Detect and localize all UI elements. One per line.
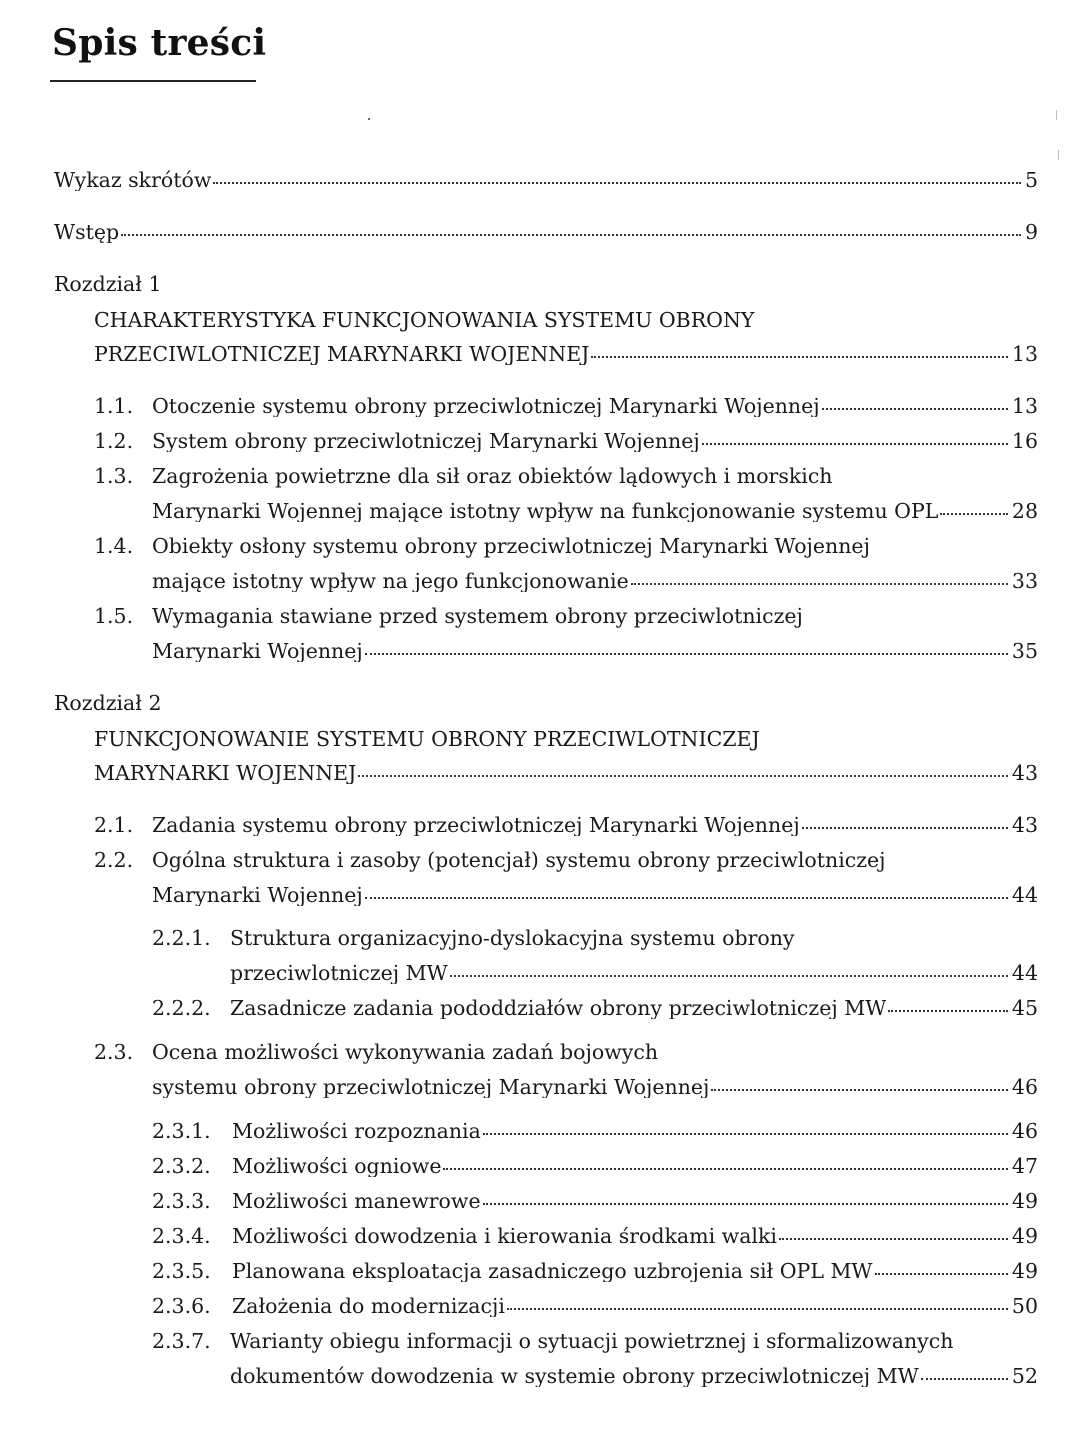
toc-entry-text: Możliwości ogniowe: [232, 1156, 442, 1177]
section-number: 2.3.: [94, 1040, 134, 1064]
section-number: 2.1.: [94, 813, 134, 837]
toc-entry-text: Możliwości manewrowe: [232, 1191, 481, 1212]
toc-entry-text-line: dokumentów dowodzenia w systemie obrony przeciwlotniczej MW: [230, 1366, 919, 1387]
leader-dots: [711, 1089, 1008, 1091]
toc-entry-text-line: Marynarki Wojennej: [152, 885, 363, 906]
toc-page-number: 49: [1011, 1224, 1038, 1248]
toc-page-number: 44: [1011, 883, 1038, 907]
chapter-title-line: PRZECIWLOTNICZEJ MARYNARKI WOJENNEJ: [94, 344, 590, 365]
leader-dots: [631, 583, 1008, 585]
toc-entry-text-line: mające istotny wpływ na jego funkcjonowanie: [152, 571, 629, 592]
toc-entry-text-line: Ogólna struktura i zasoby (potencjał) systemu obrony przeciwlotniczej: [152, 848, 886, 872]
section-number: 2.2.: [94, 848, 134, 872]
toc-entry-text-line: Warianty obiegu informacji o sytuacji powietrznej i sformalizowanych: [230, 1329, 954, 1353]
chapter-title-line: MARYNARKI WOJENNEJ: [94, 763, 357, 784]
chapter-title-line: FUNKCJONOWANIE SYSTEMU OBRONY PRZECIWLOTNICZEJ: [94, 727, 760, 751]
page-title: Spis treści: [52, 22, 267, 64]
toc-entry-text: Wstęp: [54, 222, 120, 243]
toc-entry-2-1[interactable]: [94, 815, 1038, 836]
toc-entry-2-3[interactable]: [152, 1077, 1038, 1098]
section-number: 1.1.: [94, 394, 134, 418]
leader-dots: [365, 653, 1008, 655]
toc-page-number: 28: [1011, 499, 1038, 523]
toc-entry-1-4[interactable]: [152, 571, 1038, 592]
toc-page-number: 45: [1011, 996, 1038, 1020]
toc-entry-1-3[interactable]: [152, 501, 1038, 522]
leader-dots: [591, 356, 1008, 358]
section-number: 1.4.: [94, 534, 134, 558]
toc-entry-1-2[interactable]: [94, 431, 1038, 452]
leader-dots: [358, 775, 1008, 777]
toc-entry-chapter-2[interactable]: [94, 763, 1038, 784]
toc-page-number: 49: [1011, 1259, 1038, 1283]
toc-entry-text: Założenia do modernizacji: [232, 1296, 505, 1317]
section-number: 2.3.3.: [152, 1189, 211, 1213]
toc-entry-1-1[interactable]: [94, 396, 1038, 417]
section-number: 2.3.6.: [152, 1294, 211, 1318]
leader-dots: [483, 1133, 1008, 1135]
section-number: 2.2.2.: [152, 996, 211, 1020]
leader-dots: [888, 1010, 1008, 1012]
leader-dots: [875, 1273, 1008, 1275]
toc-page-number: 13: [1011, 342, 1038, 366]
toc-page-number: 5: [1024, 168, 1038, 192]
toc-entry-text-line: Zagrożenia powietrzne dla sił oraz obiektów lądowych i morskich: [152, 464, 833, 488]
toc-page-number: 52: [1011, 1364, 1038, 1388]
toc-entry-text: Wykaz skrótów: [54, 170, 212, 191]
toc-entry-text: Możliwości rozpoznania: [232, 1121, 481, 1142]
leader-dots: [779, 1238, 1008, 1240]
chapter-label: Rozdział 2: [54, 691, 162, 715]
toc-page-number: 13: [1011, 394, 1038, 418]
toc-page-number: 44: [1011, 961, 1038, 985]
section-number: 2.3.5.: [152, 1259, 211, 1283]
toc-page-number: 43: [1011, 813, 1038, 837]
toc-entry-chapter-1[interactable]: [94, 344, 1038, 365]
toc-entry-text: Zasadnicze zadania pododdziałów obrony przeciwlotniczej MW: [230, 998, 887, 1019]
toc-entry-2-3-2[interactable]: [152, 1156, 1038, 1177]
toc-page-number: 49: [1011, 1189, 1038, 1213]
leader-dots: [921, 1378, 1008, 1380]
chapter-label: Rozdział 1: [54, 272, 162, 296]
toc-page-number: 35: [1011, 639, 1038, 663]
toc-entry-text-line: Struktura organizacyjno-dyslokacyjna systemu obrony: [230, 926, 795, 950]
section-number: 1.2.: [94, 429, 134, 453]
leader-dots: [483, 1203, 1008, 1205]
toc-page-number: 50: [1011, 1294, 1038, 1318]
section-number: 2.3.1.: [152, 1119, 211, 1143]
toc-entry-wykaz[interactable]: [54, 170, 1038, 191]
section-number: 2.3.7.: [152, 1329, 211, 1353]
toc-entry-text-line: systemu obrony przeciwlotniczej Marynarki Wojennej: [152, 1077, 710, 1098]
leader-dots: [940, 513, 1008, 515]
toc-entry-text-line: Ocena możliwości wykonywania zadań bojowych: [152, 1040, 659, 1064]
toc-entry-text-line: Obiekty osłony systemu obrony przeciwlotniczej Marynarki Wojennej: [152, 534, 870, 558]
toc-entry-text: Zadania systemu obrony przeciwlotniczej Marynarki Wojennej: [152, 815, 800, 836]
toc-entry-2-3-5[interactable]: [152, 1261, 1038, 1282]
toc-entry-text-line: Marynarki Wojennej mające istotny wpływ na funkcjonowanie systemu OPL: [152, 501, 939, 522]
leader-dots: [450, 975, 1008, 977]
toc-entry-2-3-4[interactable]: [152, 1226, 1038, 1247]
toc-entry-text: System obrony przeciwlotniczej Marynarki Wojennej: [152, 431, 700, 452]
toc-page-number: 16: [1011, 429, 1038, 453]
section-number: 2.3.4.: [152, 1224, 211, 1248]
toc-page-number: 9: [1024, 220, 1038, 244]
toc-entry-text-line: Marynarki Wojennej: [152, 641, 363, 662]
leader-dots: [213, 182, 1021, 184]
toc-entry-2-2-2[interactable]: [152, 998, 1038, 1019]
toc-page-number: 46: [1011, 1119, 1038, 1143]
toc-entry-text-line: Wymagania stawiane przed systemem obrony przeciwlotniczej: [152, 604, 803, 628]
chapter-title-line: CHARAKTERYSTYKA FUNKCJONOWANIA SYSTEMU OBRONY: [94, 308, 755, 332]
toc-entry-2-3-6[interactable]: [152, 1296, 1038, 1317]
leader-dots: [121, 234, 1021, 236]
toc-page-number: 46: [1011, 1075, 1038, 1099]
leader-dots: [802, 827, 1008, 829]
toc-entry-1-5[interactable]: [152, 641, 1038, 662]
toc-page-number: 47: [1011, 1154, 1038, 1178]
toc-entry-text: Otoczenie systemu obrony przeciwlotniczej Marynarki Wojennej: [152, 396, 820, 417]
toc-entry-2-3-7[interactable]: [230, 1366, 1038, 1387]
toc-entry-text-line: przeciwlotniczej MW: [230, 963, 448, 984]
section-number: 1.3.: [94, 464, 134, 488]
toc-page-number: 33: [1011, 569, 1038, 593]
leader-dots: [443, 1168, 1007, 1170]
leader-dots: [822, 408, 1008, 410]
section-number: 2.2.1.: [152, 926, 211, 950]
toc-entry-wstep[interactable]: [54, 222, 1038, 243]
toc-page-number: 43: [1011, 761, 1038, 785]
toc-entry-2-3-3[interactable]: [152, 1191, 1038, 1212]
leader-dots: [507, 1308, 1008, 1310]
section-number: 2.3.2.: [152, 1154, 211, 1178]
toc-entry-2-3-1[interactable]: [152, 1121, 1038, 1142]
toc-entry-2-2-1[interactable]: [230, 963, 1038, 984]
leader-dots: [365, 897, 1008, 899]
leader-dots: [702, 443, 1008, 445]
section-number: 1.5.: [94, 604, 134, 628]
toc-entry-text: Możliwości dowodzenia i kierowania środkami walki: [232, 1226, 777, 1247]
toc-entry-2-2[interactable]: [152, 885, 1038, 906]
toc-entry-text: Planowana eksploatacja zasadniczego uzbrojenia sił OPL MW: [232, 1261, 873, 1282]
